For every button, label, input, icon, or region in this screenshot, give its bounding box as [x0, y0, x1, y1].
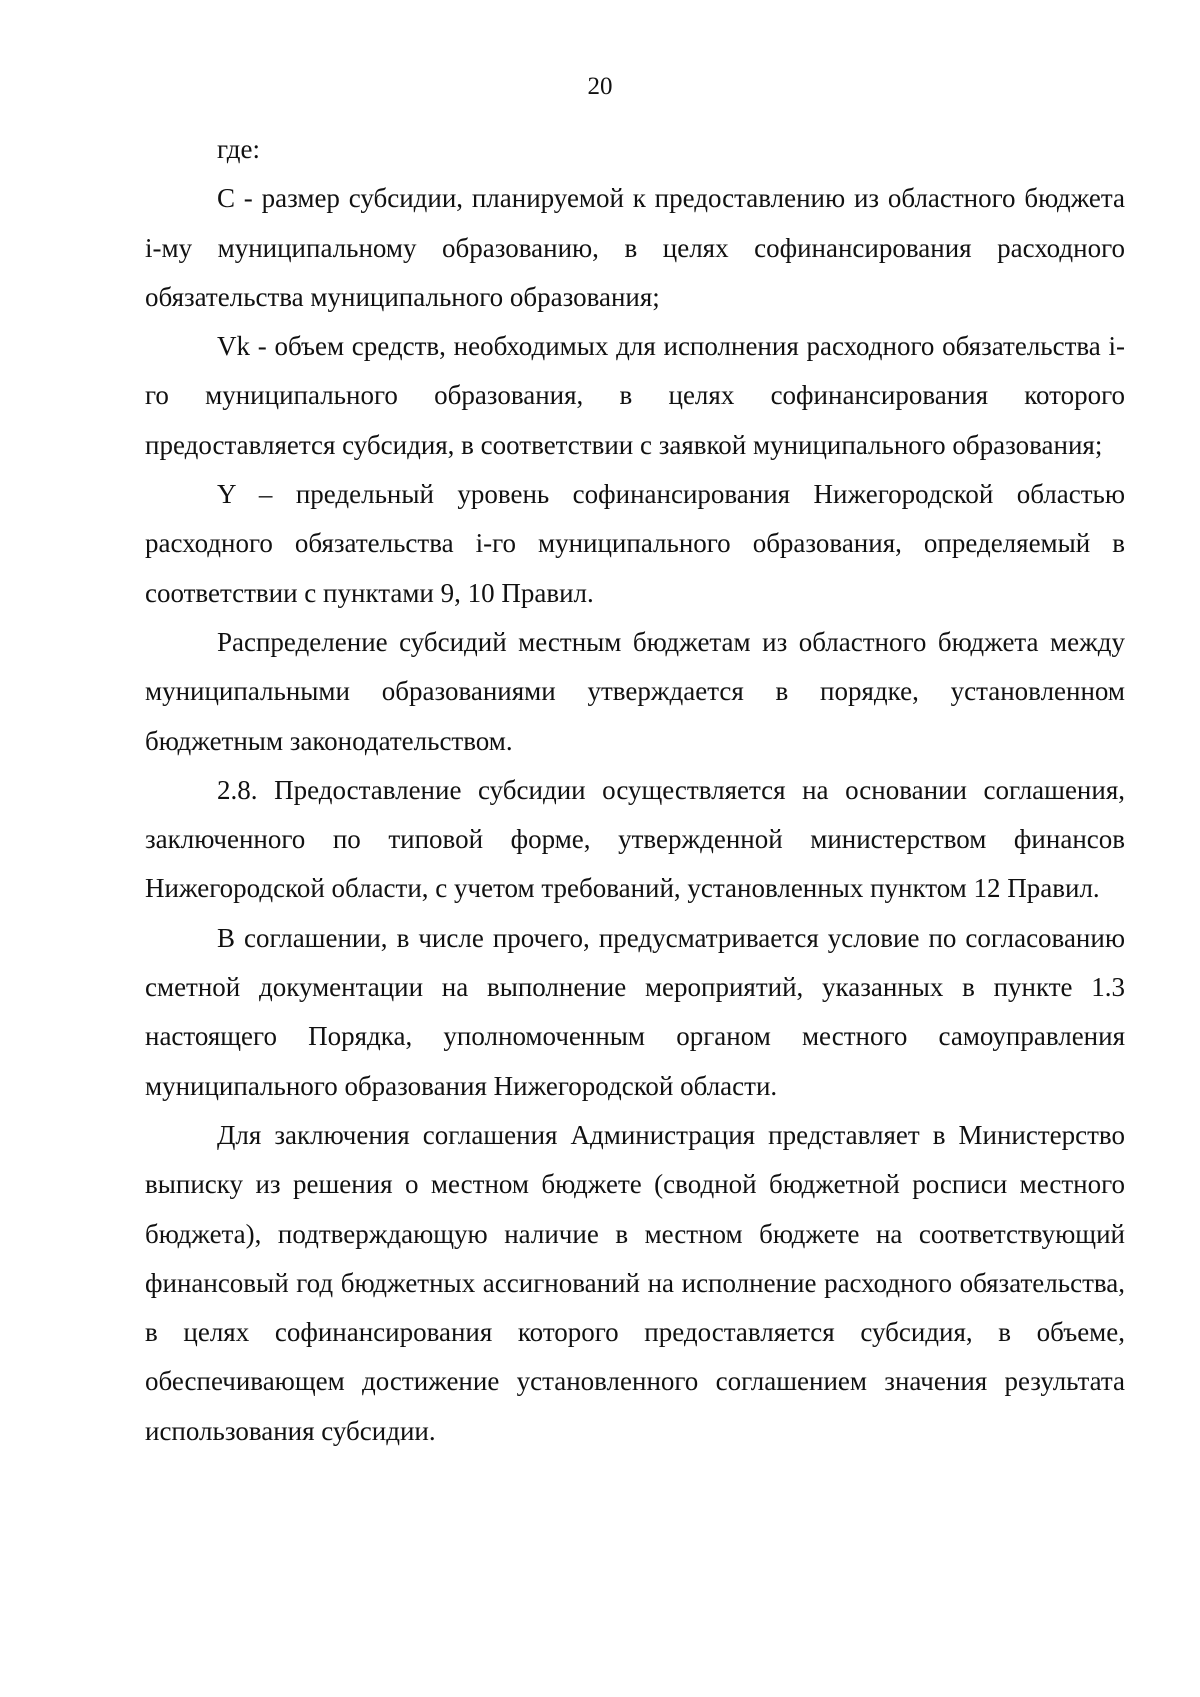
- document-body: [145, 125, 1125, 1456]
- paragraph-section-2-8: 2.8. Предоставление субсидии осуществляется на основании соглашения, заключенного по типовой форме, утвержденной министерством финансов Нижегородской области, с учетом требований, установленных пунктом 12 Правил.: [145, 774, 1125, 904]
- paragraph-distribution: Распределение субсидий местным бюджетам из областного бюджета между муниципальными образованиями утверждается в порядке, установленном бюджетным законодательством.: [145, 626, 1125, 756]
- paragraph-definition-vk: Vk - объем средств, необходимых для исполнения расходного обязательства i-го муниципального образования, в целях софинансирования которого предоставляется субсидия, в соответствии с заявкой муниципального образования;: [145, 331, 1125, 460]
- paragraph-agreement-conditions: В соглашении, в числе прочего, предусматривается условие по согласованию сметной документации на выполнение мероприятий, указанных в пункте 1.3 настоящего Порядка, уполномоченным органом местного самоуправления муниципального образования Нижегородской области.: [145, 922, 1125, 1101]
- paragraph-agreement-documents: Для заключения соглашения Администрация представляет в Министерство выписку из решения о местном бюджете (сводной бюджетной росписи местного бюджета), подтверждающую наличие в местном бюджете на соответствующий финансовый год бюджетных ассигнований на исполнение расходного обязательства, в целях софинансирования которого предоставляется субсидия, в объеме, обеспечивающем достижение установленного соглашением значения результата использования субсидии.: [145, 1119, 1125, 1446]
- page-number: 20: [587, 73, 613, 100]
- paragraph-where: где:: [217, 134, 260, 164]
- paragraph-definition-c: C - размер субсидии, планируемой к предоставлению из областного бюджета i-му муниципальному образованию, в целях софинансирования расходного обязательства муниципального образования;: [145, 183, 1125, 312]
- paragraph-definition-y: Y – предельный уровень софинансирования Нижегородской областью расходного обязательства i-го муниципального образования, определяемый в соответствии с пунктами 9, 10 Правил.: [145, 479, 1125, 608]
